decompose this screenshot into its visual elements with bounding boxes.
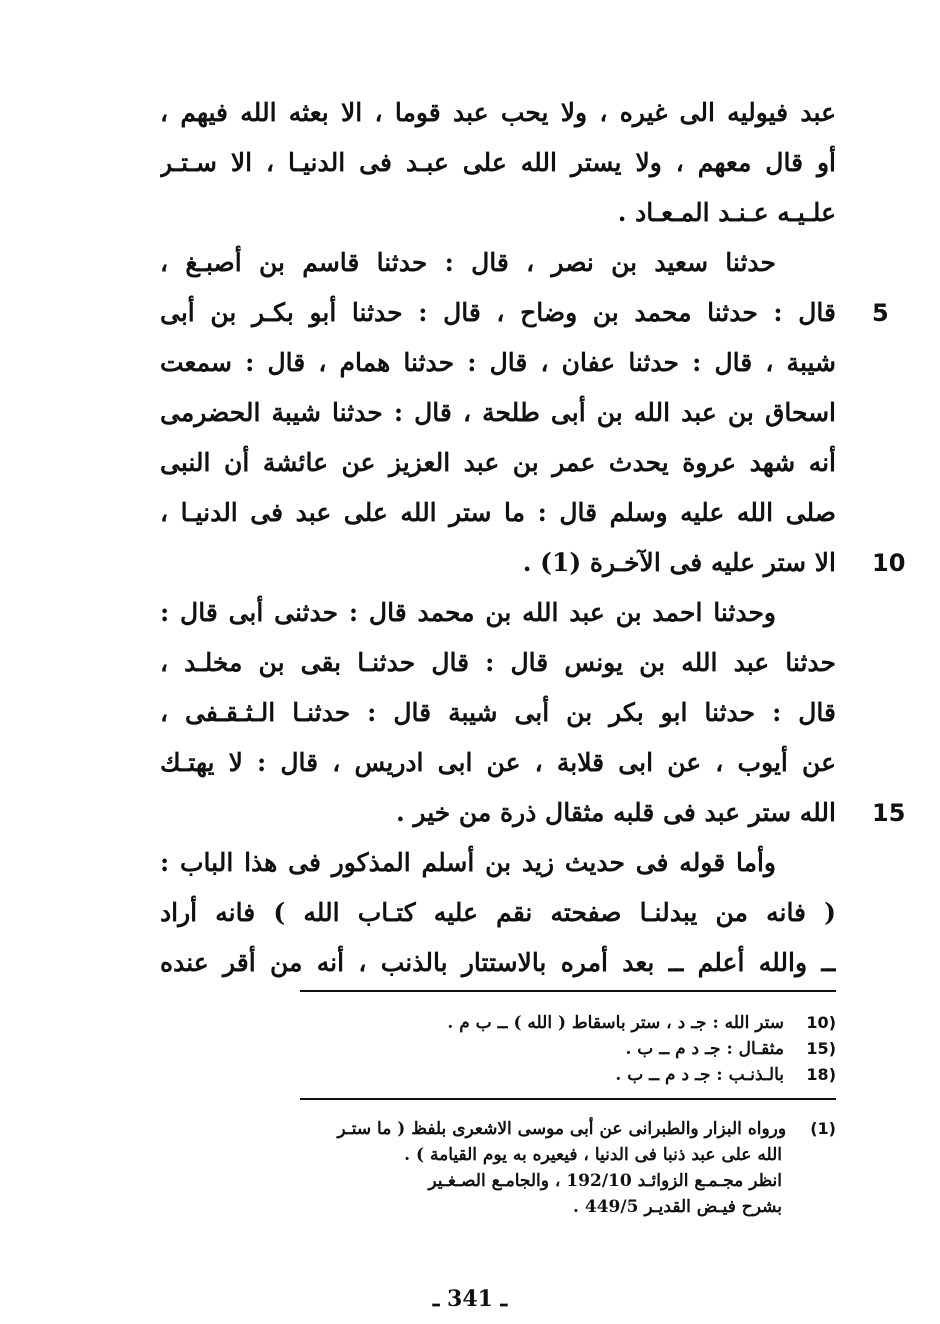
text-line: اسحاق بن عبد الله بن أبى طلحة ، قال : حدثنا شيبة الحضرمى: [160, 398, 836, 427]
apparatus-note: [300, 1036, 836, 1062]
text-line: قال : حدثنا محمد بن وضاح ، قال : حدثنا أبو بكـر بن أبى: [160, 298, 836, 327]
text-line: عبد فيوليه الى غيره ، ولا يحب عبد قوما ، الا بعثه الله فيهم ،: [160, 98, 836, 127]
text-line: ( فانه من يبدلنـا صفحته نقم عليه كتـاب الله ) فانه أراد: [160, 898, 836, 927]
footnote-divider: [300, 1098, 836, 1100]
footnote-line: [160, 1116, 836, 1142]
line-number-15: 15: [872, 799, 906, 827]
footnote-line: بشرح فيـض القديـر 449/5 .: [573, 1197, 782, 1217]
apparatus-note: [300, 1062, 836, 1088]
text-line: علـيـه عـنـد المـعـاد .: [617, 198, 836, 227]
text-line: الا ستر عليه فى الآخـرة (1) .: [522, 548, 836, 577]
apparatus-line-ref: 15): [806, 1039, 836, 1058]
text-line: صلى الله عليه وسلم قال : ما ستر الله على عبد فى الدنيـا ،: [160, 498, 836, 527]
apparatus-text: بالـذنـب : جـ د م ــ ب .: [615, 1065, 784, 1085]
apparatus-divider: [300, 990, 836, 992]
footnote-text: ورواه البزار والطبرانى عن أبى موسى الاشعرى بلفظ ( ما ستـر: [337, 1119, 787, 1139]
text-line: أنه شهد عروة يحدث عمر بن عبد العزيز عن عائشة أن النبى: [160, 448, 836, 477]
text-line: حدثنا عبد الله بن يونس قال : قال حدثنـا بقى بن مخلـد ،: [160, 648, 836, 677]
main-text: [160, 88, 836, 988]
critical-apparatus: [300, 1010, 836, 1088]
apparatus-line-ref: 10): [806, 1013, 836, 1032]
text-line: وأما قوله فى حديث زيد بن أسلم المذكور فى هذا الباب :: [160, 848, 776, 877]
text-line: الله ستر عبد فى قلبه مثقال ذرة من خير .: [396, 798, 836, 827]
footnote-line: انظر مجـمـع الزوائـد 192/10 ، والجامـع الصـغـير: [428, 1171, 782, 1191]
text-line: وحدثنا احمد بن عبد الله بن محمد قال : حدثنى أبى قال :: [160, 598, 776, 627]
text-line: ــ والله أعلم ــ بعد أمره بالاستتار بالذنب ، أنه من أقر عنده: [160, 948, 836, 977]
text-line: عن أيوب ، عن ابى قلابة ، عن ابى ادريس ، قال : لا يهتـك: [160, 748, 836, 777]
footnote-marker: (1): [810, 1119, 836, 1138]
footnote-line: الله على عبد ذنبا فى الدنيا ، فيعيره به يوم القيامة ) .: [404, 1145, 782, 1165]
text-line: أو قال معهم ، ولا يستر الله على عبـد فى الدنيـا ، الا سـتـر: [160, 148, 836, 177]
page-number: ـ 341 ـ: [432, 1286, 508, 1312]
line-number-10: 10: [872, 549, 906, 577]
line-number-5: 5: [872, 299, 889, 327]
apparatus-line-ref: 18): [806, 1065, 836, 1084]
footnotes: [160, 1116, 836, 1220]
apparatus-note: [300, 1010, 836, 1036]
text-line: حدثنا سعيد بن نصر ، قال : حدثنا قاسم بن أصبـغ ،: [160, 248, 776, 277]
text-line: شيبة ، قال : حدثنا عفان ، قال : حدثنا همام ، قال : سمعت: [160, 348, 836, 377]
apparatus-text: مثقـال : جـ د م ــ ب .: [625, 1039, 784, 1059]
text-line: قال : حدثنا ابو بكر بن أبى شيبة قال : حدثنـا الـثـقـفى ،: [160, 698, 836, 727]
apparatus-text: ستر الله : جـ د ، ستر باسقاط ( الله ) ــ ب م .: [447, 1013, 784, 1033]
